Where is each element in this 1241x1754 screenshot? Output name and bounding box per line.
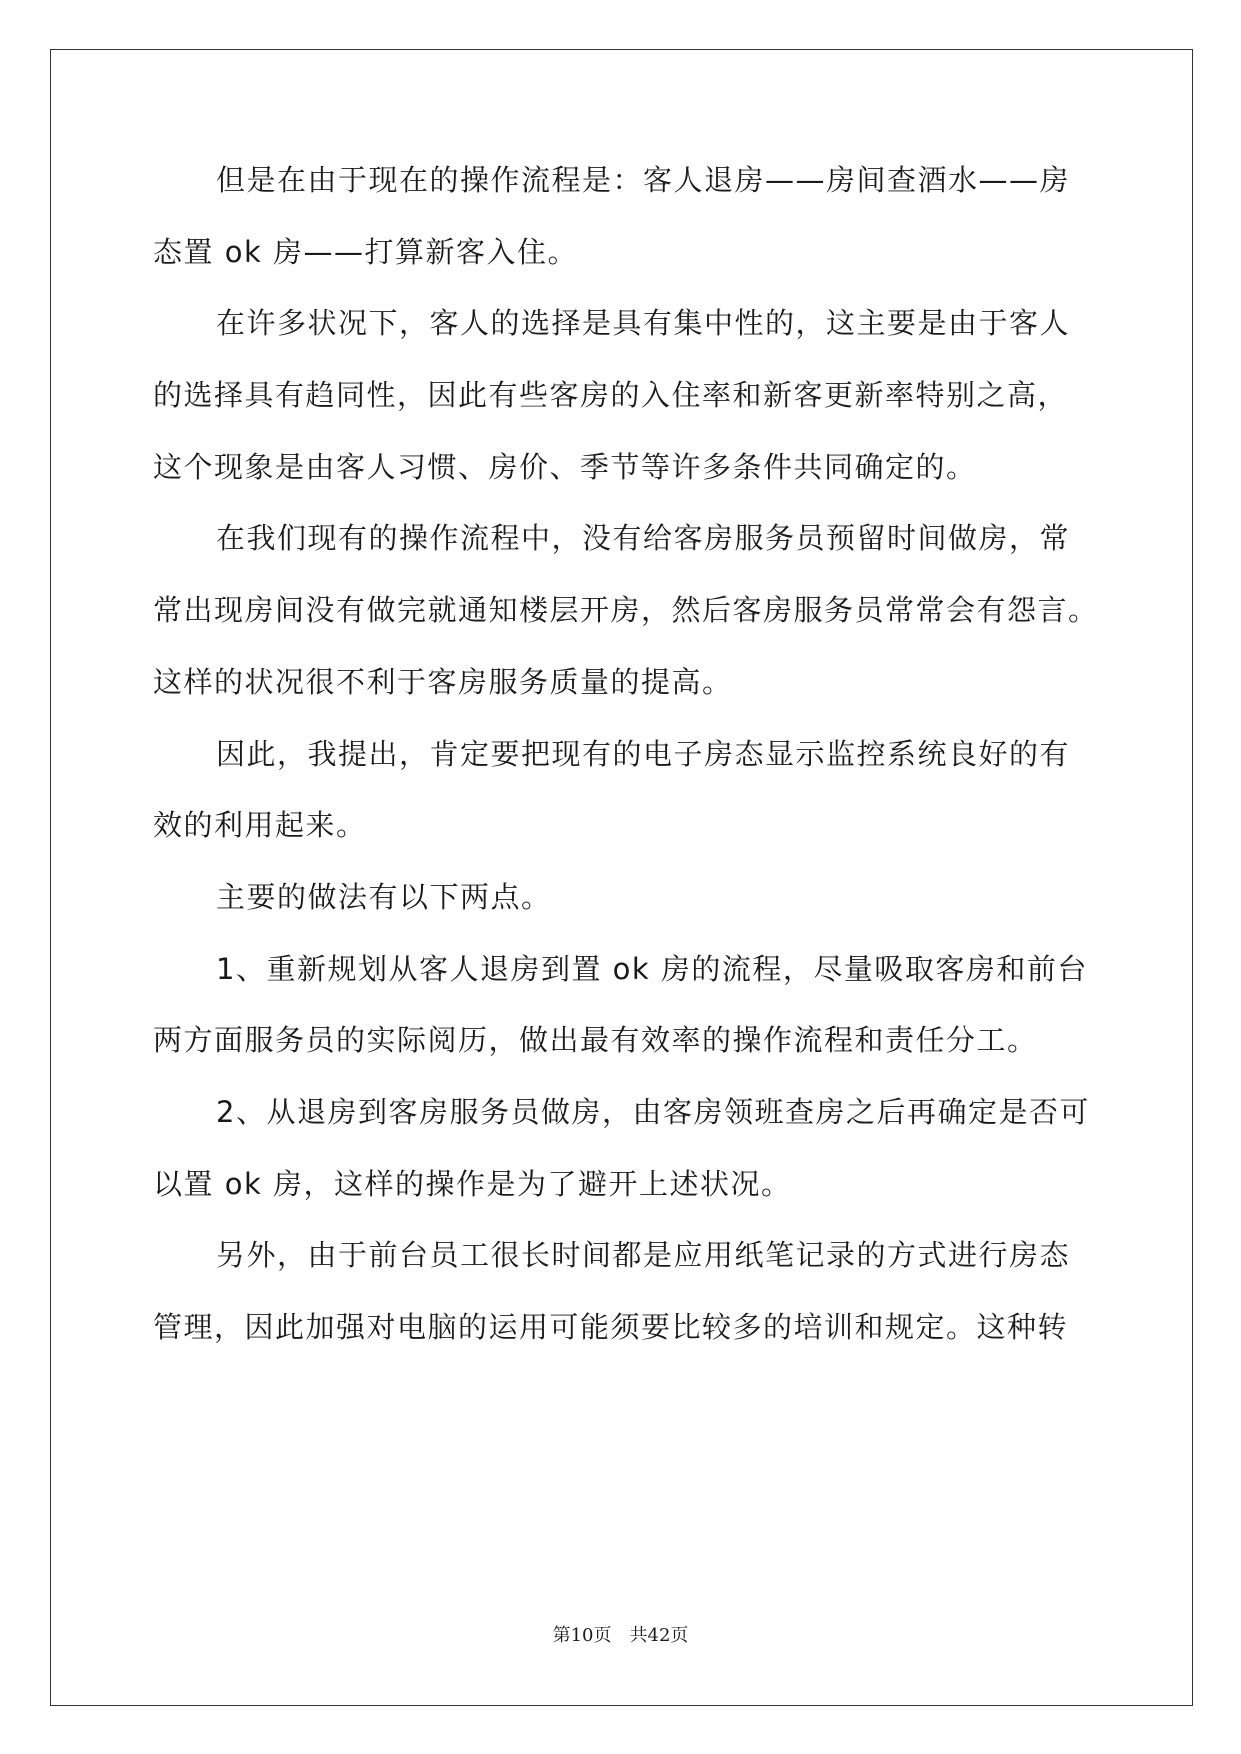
page-footer (0, 1624, 1241, 1648)
text-line: 在我们现有的操作流程中，没有给客房服务员预留时间做房，常 (216, 521, 1071, 555)
text-line: 因此，我提出，肯定要把现有的电子房态显示监控系统良好的有 (216, 737, 1071, 771)
text-line: 主要的做法有以下两点。 (216, 880, 552, 914)
current-page-label: 第10页 (552, 1625, 612, 1646)
text-line: 的选择具有趋同性，因此有些客房的入住率和新客更新率特别之高， (153, 378, 1069, 412)
text-line: 另外，由于前台员工很长时间都是应用纸笔记录的方式进行房态 (216, 1238, 1071, 1272)
text-line: 这样的状况很不利于客房服务质量的提高。 (153, 665, 733, 699)
text-line: 常出现房间没有做完就通知楼层开房，然后客房服务员常常会有怨言。 (153, 593, 1099, 627)
text-line: 1、重新规划从客人退房到置 ok 房的流程，尽量吸取客房和前台 (216, 952, 1088, 986)
text-line: 效的利用起来。 (153, 808, 367, 842)
text-line: 在许多状况下，客人的选择是具有集中性的，这主要是由于客人 (216, 306, 1071, 340)
total-pages-label: 共42页 (629, 1625, 689, 1646)
text-line: 2、从退房到客房服务员做房，由客房领班查房之后再确定是否可 (216, 1095, 1090, 1129)
text-line: 这个现象是由客人习惯、房价、季节等许多条件共同确定的。 (153, 450, 977, 484)
text-line: 以置 ok 房，这样的操作是为了避开上述状况。 (153, 1167, 792, 1201)
text-line: 但是在由于现在的操作流程是：客人退房——房间查酒水——房 (216, 163, 1071, 197)
text-line: 管理，因此加强对电脑的运用可能须要比较多的培训和规定。这种转 (153, 1310, 1069, 1344)
text-line: 两方面服务员的实际阅历，做出最有效率的操作流程和责任分工。 (153, 1023, 1038, 1057)
text-line: 态置 ok 房——打算新客入住。 (153, 235, 578, 269)
